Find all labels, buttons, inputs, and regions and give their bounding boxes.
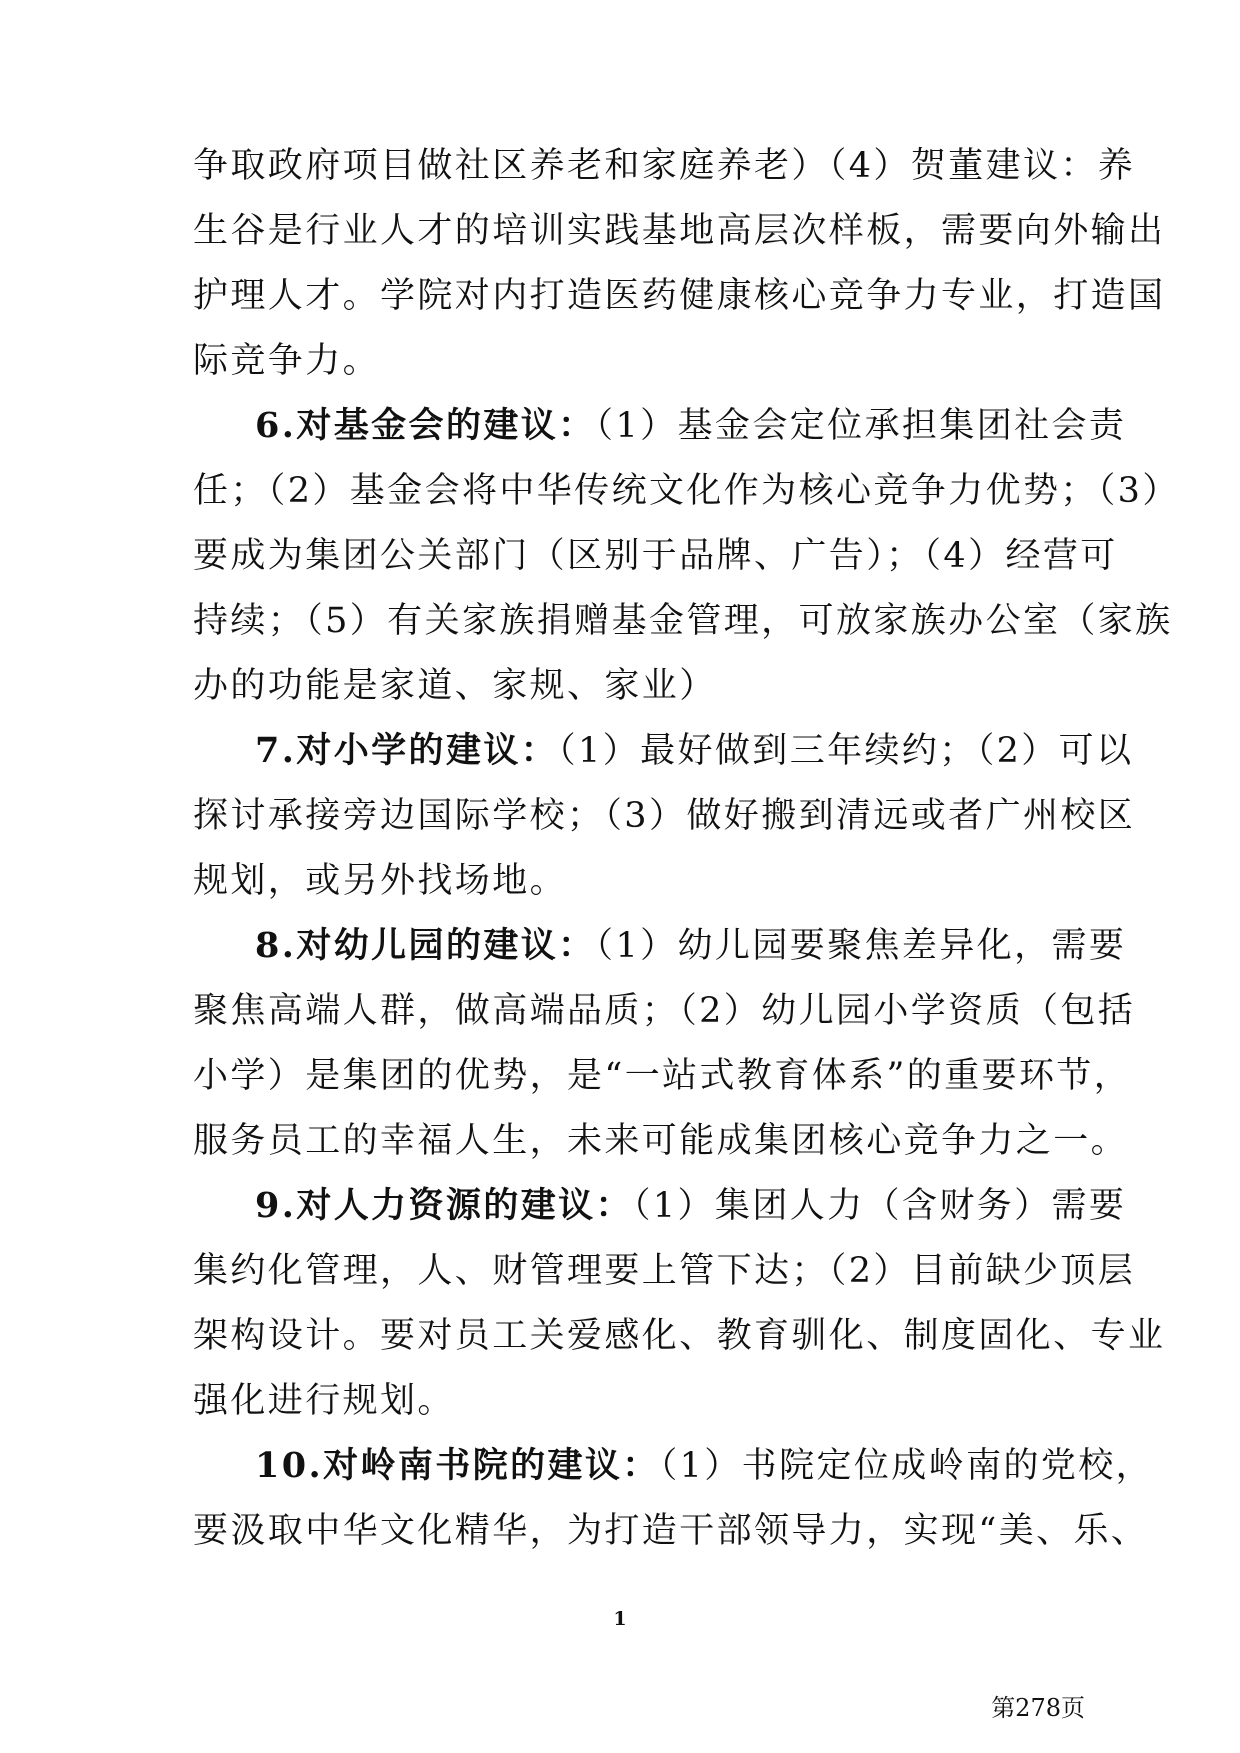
line-text: 小学）是集团的优势，是“一站式教育体系”的重要环节， (193, 1056, 1132, 1096)
line-text: 生谷是行业人才的培训实践基地高层次样板，需要向外输出 (193, 211, 1166, 251)
text-line (193, 1498, 1149, 1563)
text-line (193, 1108, 1129, 1173)
text-line (193, 1238, 1136, 1303)
line-text: （1）最好做到三年续约；（2）可以 (558, 731, 1134, 771)
section-heading-line (193, 718, 1134, 783)
line-text: 规划，或另外找场地。 (193, 861, 568, 901)
text-line (193, 653, 1053, 718)
line-text: 要成为集团公关部门（区别于品牌、广告）；（4）经营可 (193, 536, 1118, 576)
text-line (193, 848, 1053, 913)
section-lead: 9.对人力资源的建议： (255, 1185, 633, 1226)
line-text: （1）书院定位成岭南的党校， (659, 1446, 1154, 1486)
line-text: 强化进行规划。 (193, 1381, 455, 1421)
section-heading-line (193, 393, 1127, 458)
text-line (193, 458, 1180, 523)
section-lead: 10.对岭南书院的建议： (255, 1445, 660, 1486)
section-heading-line (193, 913, 1127, 978)
text-line (193, 328, 1053, 393)
line-text: 探讨承接旁边国际学校；（3）做好搬到清远或者广州校区 (193, 796, 1136, 836)
section-heading-line (193, 1433, 1154, 1498)
section-heading-line (193, 1173, 1127, 1238)
text-line (193, 198, 1166, 263)
text-line (193, 263, 1166, 328)
page-number: 第278页 (991, 1694, 1085, 1722)
line-text: 任；（2）基金会将中华传统文化作为核心竞争力优势；（3） (193, 471, 1180, 511)
text-line (193, 978, 1136, 1043)
document-body (193, 133, 1180, 1563)
section-lead: 8.对幼儿园的建议： (255, 925, 596, 966)
line-text: 要汲取中华文化精华，为打造干部领导力，实现“美、乐、 (193, 1511, 1149, 1551)
line-text: 服务员工的幸福人生，未来可能成集团核心竞争力之一。 (193, 1121, 1129, 1161)
text-line (193, 523, 1118, 588)
line-text: 办的功能是家道、家规、家业） (193, 666, 717, 706)
page-mark: 1 (613, 1608, 627, 1630)
line-text: 持续；（5）有关家族捐赠基金管理，可放家族办公室（家族 (193, 601, 1173, 641)
text-line (193, 783, 1136, 848)
line-text: 际竞争力。 (193, 341, 381, 381)
text-line (193, 1043, 1132, 1108)
text-line (193, 1303, 1166, 1368)
text-line (193, 1368, 1053, 1433)
line-text: 集约化管理，人、财管理要上管下达；（2）目前缺少顶层 (193, 1251, 1136, 1291)
section-lead: 7.对小学的建议： (255, 730, 559, 771)
line-text: 护理人才。学院对内打造医药健康核心竞争力专业，打造国 (193, 276, 1166, 316)
line-text: （1）集团人力（含财务）需要 (632, 1186, 1127, 1226)
line-text: （1）基金会定位承担集团社会责 (595, 406, 1127, 446)
line-text: 聚焦高端人群，做高端品质；（2）幼儿园小学资质（包括 (193, 991, 1136, 1031)
line-text: 架构设计。要对员工关爱感化、教育驯化、制度固化、专业 (193, 1316, 1166, 1356)
text-line (193, 133, 1136, 198)
line-text: （1）幼儿园要聚焦差异化，需要 (595, 926, 1127, 966)
text-line (193, 588, 1173, 653)
section-lead: 6.对基金会的建议： (255, 405, 596, 446)
line-text: 争取政府项目做社区养老和家庭养老）（4）贺董建议：养 (193, 146, 1136, 186)
